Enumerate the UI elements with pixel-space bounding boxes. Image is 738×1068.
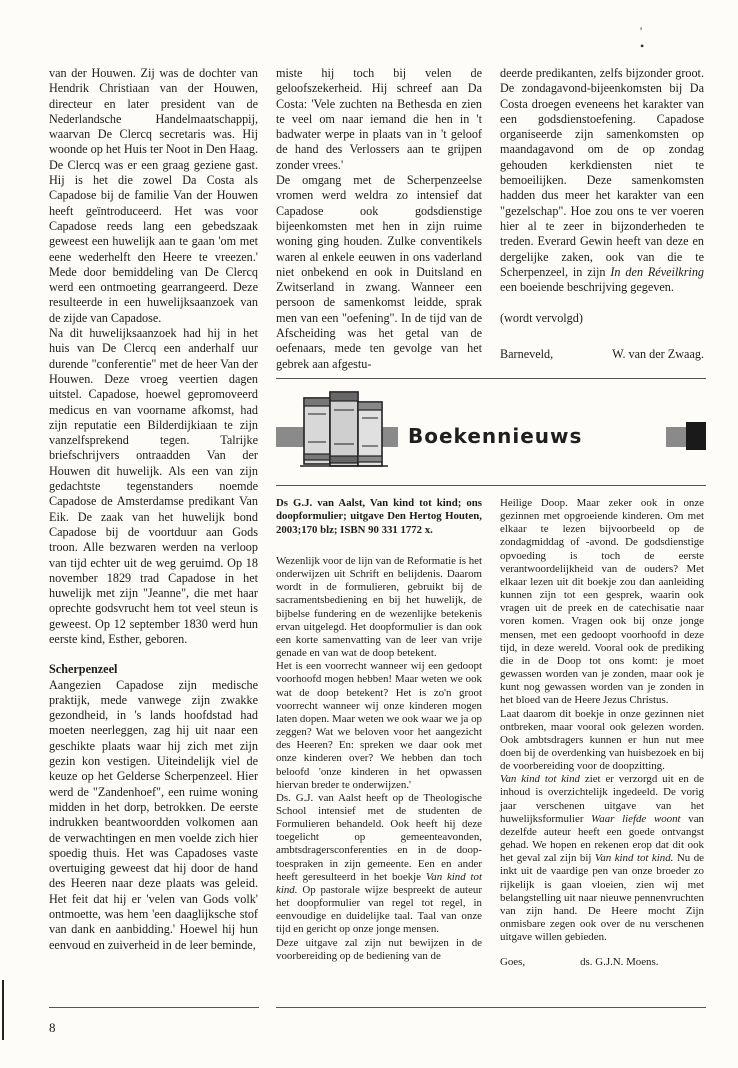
scan-marks: ' •	[640, 24, 685, 53]
book-title: Waar liefde woont	[591, 812, 681, 825]
signature-place: Goes,	[500, 956, 526, 969]
review-paragraph: Het is een voorrecht wanneer wij een gedoopt voorhoofd mogen hebben! Maar weten we ook wat de doop betekent? Het is zo'n groot voorrecht wanneer wij onze kinderen mogen laten dopen. Maar weten we ook waar we ja op zeggen? Wat we beloven voor het aangezicht des Heeren? En: spreken we daar ook met onze kinderen over? We hebben dan toch beloofd 'onze kinderen in het opwassen hiervan breder te onderwijzen.'	[276, 660, 482, 791]
article-column-2	[276, 66, 482, 372]
signature-author: ds. G.J.N. Moens.	[580, 956, 659, 969]
review-paragraph: Deze uitgave zal zijn nut bewijzen in de voorbereiding op de bediening van de	[276, 936, 482, 962]
article-column-3	[500, 66, 704, 362]
book-title: Van kind tot kind.	[594, 852, 674, 865]
book-title: Van kind tot kind.	[276, 870, 483, 896]
section-subheading: Scherpenzeel	[49, 662, 118, 677]
review-paragraph: Heilige Doop. Maar zeker ook in onze gezinnen met opgroeiende kinderen. Om met elkaar te lezen bijvoorbeeld op de zondagmiddag of -avond. De godsdienstige opvoeding is toch de eerste verantwoordelijkheid van de ouders? Met elkaar lezen uit dit boekje zou dan aanleiding kunnen zijn tot een gesprek, waarin ook vragen uit de preek en de catechisatie naar voren komen. Vragen ook bij onze jonge mensen, met een gedoopt voorhoofd in deze tijd, in deze wereld. Vooral ook de prediking die in de Doop tot ons komt: je moet gewassen worden van je zonden, maar ook je kunt nog gewassen worden van je zonden in het bloed van de Heere Jezus Christus.	[500, 497, 704, 707]
article-paragraph: van der Houwen. Zij was de dochter van Hendrik Christiaan van der Houwen, directeur en later president van de Nederlandsche Handelmaatschappij, waarvan De Clercq secretaris was. Hij woonde op het Huis ter Noot in Den Haag. De Clercq was er een graag geziene gast. Hij is het die zowel Da Costa als Capadose bij de familie Van der Houwen heeft geïntroduceerd. Het was voor Capadose reeds lang een gebedszaak geweest een huwelijk aan te gaan 'om met eene wederhelft den Heere te vreezen.' Mede door bemiddeling van De Clercq werd een ontmoeting gearrangeerd. Deze resulteerde in een huwelijksaanzoek van de zijde van Capadose.	[49, 66, 258, 325]
review-heading: Ds G.J. van Aalst, Van kind tot kind; ons doopformulier; uitgave Den Hertog Houten, 2003;170 blz; ISBN 90 331 1772 x.	[276, 497, 482, 536]
article-paragraph: Aangezien Capadose zijn medische praktijk, mede vanwege zijn zwakke gezondheid, in 's lands hoofdstad had moeten neerleggen, zag hij uit naar een geschikte plaats waar hij zich met zijn gezin kon vestigen. Uiteindelijk viel de keuze op het Gelderse Scherpenzeel. Hier werd de "Zandenhoef", een ruime woning midden in het dorp, betrokken. De eerste indrukken beantwoordden volkomen aan de verwachtingen en men voelde zich hier spoedig thuis. Het was Capadoses vaste overtuiging geweest dat hij door de hand des Heeren naar deze plaats was geleid. Het feit dat hij er 'velen van Gods volk' ontmoette, was hem 'een daaglijksche stof van dank en aanbidding.' Hoewel hij hun eenvoud en zuiverheid in de leer beminde,	[49, 677, 258, 952]
review-column-1	[276, 555, 482, 963]
divider	[276, 1007, 706, 1008]
review-paragraph: Ds. G.J. van Aalst heeft op de Theologische School intensief met de studenten de Formulieren behandeld. Ook heeft hij deze toegelicht op gemeenteavonden, ambtsdragersconferenties en in de doop-toespraken in zijn gemeente. Een en ander heeft geresulteerd in het boekje Van kind tot kind. Op pastorale wijze bespreekt de auteur het doopformulier van regel tot regel, in eenvoudige en duidelijke taal. Taal van onze tijd en gericht op onze jonge mensen.	[276, 791, 483, 936]
review-paragraph: Laat daarom dit boekje in onze gezinnen niet ontbreken, maar vooral ook gelezen worden. Ook ambtsdragers kunnen er hun nut mee doen bij de overdenking van huisbezoek en bij de voorbereiding voor de doopzitting.	[500, 707, 704, 773]
article-signature	[500, 347, 704, 362]
signature-author: W. van der Zwaag.	[612, 346, 704, 361]
book-title: In den Réveilkring	[610, 264, 705, 279]
page-number: 8	[49, 1020, 56, 1035]
banner-block	[686, 422, 706, 450]
article-paragraph: deerde predikanten, zelfs bijzonder groot. De zondagavond-bijeenkomsten bij Da Costa droegen eveneens het karakter van een godsdienstoefening. Capadose organiseerde zijn samenkomsten op maandagavond om de op zondag gehouden kerkdiensten niet te bemoeilijken. Deze samenkomsten hadden dus meer het karakter van een "gezelschap". Hoe zou ons te ver voeren hier al te zeer in bijzonderheden te treden. Everard Gewin heeft van deze en dergelijke zaken, ook van die te Scherpenzeel, in zijn In den Réveilkring een boeiende beschrijving gegeven.	[500, 66, 705, 295]
review-column-2	[500, 497, 704, 969]
books-icon	[296, 384, 396, 472]
article-paragraph: De omgang met de Scherpenzeelse vromen werd weldra zo intensief dat Capadose ook godsdienstige bijeenkomsten met hen in zijn ruime woning ging houden. Zulke conventikels waren al enkele eeuwen in ons vaderland niet onbekend en ook in Duitsland en Zwitserland in zwang. Wanneer een persoon de samenkomst leidde, sprak men van een "oefening". In de tijd van de Afscheiding was het getal van de oefenaars, mede ten gevolge van het gebrek aan afgestu-	[276, 173, 482, 371]
divider	[276, 485, 706, 486]
divider	[49, 1007, 259, 1008]
book-title: Van kind tot kind	[500, 773, 580, 786]
review-paragraph: Van kind tot kind ziet er verzorgd uit en de inhoud is overzichtelijk ingedeeld. De vorig jaar verschenen uitgave van het huwelijksformulier Waar liefde woont van dezelfde auteur heeft een goede ontvangst gehad. We hopen en rekenen erop dat dit ook het geval zal zijn bij Van kind tot kind. Nu de inkt uit de vaardige pen van onze broeder zo rijkelijk is gaan vloeien, zien wij met belangstelling uit naar nieuwe pennenvruchten van zijn hand. De Heere mocht Zijn onmisbare zegen ook over de nu verschenen uitgave willen gebieden.	[500, 773, 704, 944]
scan-edge	[2, 980, 4, 1040]
divider	[276, 378, 706, 379]
review-paragraph: Wezenlijk voor de lijn van de Reformatie is het onderwijzen uit Schrift en belijdenis. Daarom wordt in de formulieren, gebruikt bij de sacramentsbediening en bij het huwelijk, de bijbelse fundering en de wezenlijke betekenis ervan uitgelegd. Het doopformulier is dan ook een korte samenvatting van de leer van vrije genade en van wat de doop betekent.	[276, 555, 482, 660]
section-banner	[276, 384, 706, 474]
article-paragraph: Na dit huwelijksaanzoek had hij in het huis van De Clercq een anderhalf uur durende "conferentie" met de heer Van der Houwen. Deze vroeg veertien dagen uitstel. Capadose, hoewel gepromoveerd medicus en van voorname afkomst, had zijn reputatie een Bilderdijkiaan te zijn vanzelfsprekend tegen. Talrijke briefschrijvers ontraadden Van der Houwen dit huwelijk. Als een van zijn gedachtste tegenstanders noemde Capadose de Amsterdamse predikant Van Eik. De zaak van het huwelijk bond Capadose bij de voortduur aan Gods troon. Alle bezwaren werden na verloop van tijd echter uit de weg geruimd. Op 18 november 1829 trad Capadose in het huwelijk met zijn "Jeanne", die met haar oprechte godsvrucht hem tot veel steun is geweest. Op 12 september 1830 werd hun eerste kind, Esther, geboren.	[49, 326, 258, 646]
continued-note: (wordt vervolgd)	[500, 311, 583, 326]
banner-title: Boekennieuws	[398, 420, 666, 452]
signature-place: Barneveld,	[500, 346, 554, 361]
article-column-1	[49, 66, 258, 953]
article-paragraph: miste hij toch bij velen de geloofszekerheid. Hij schreef aan Da Costa: 'Vele zuchten na Bethesda en zien te veel om naar iemand die hen in 't badwater werpe in plaats van in 't geloof de hand des Verlossers aan te grijpen zonder vrees.'	[276, 66, 482, 172]
review-signature	[500, 956, 704, 969]
